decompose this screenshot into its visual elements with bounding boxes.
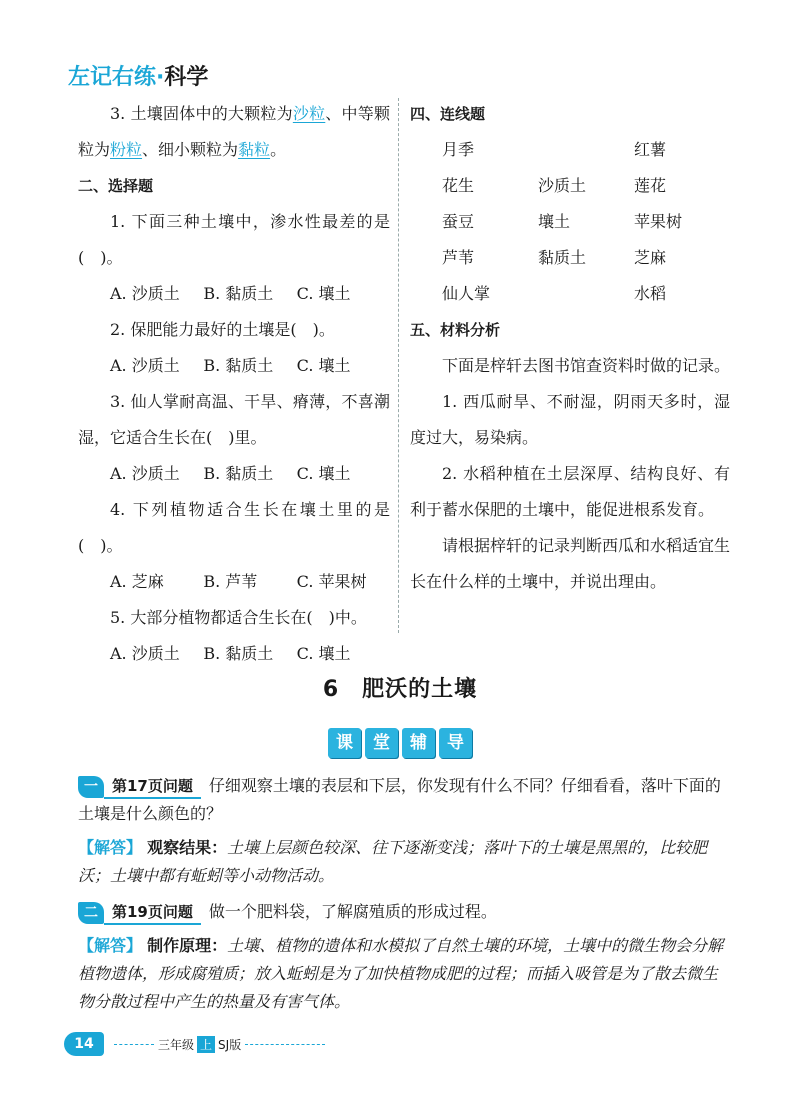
- material-item-1: 1. 西瓜耐旱、不耐湿，阴雨天多时，湿度过大，易染病。: [410, 392, 730, 447]
- question-1-header: [78, 775, 201, 799]
- answer-tag: 【解答】: [78, 838, 143, 857]
- match-item[interactable]: 莲花: [634, 176, 667, 195]
- option: C. 壤土: [296, 644, 351, 663]
- option: A. 沙质土: [110, 644, 180, 663]
- question-page-label: 第17页问题: [104, 775, 201, 799]
- choice-5-options: [78, 636, 390, 672]
- column-divider: [398, 98, 399, 633]
- book-brand: [68, 60, 208, 91]
- option: A. 沙质土: [110, 284, 180, 303]
- match-item[interactable]: [538, 132, 634, 168]
- match-item[interactable]: 月季: [442, 140, 475, 159]
- guide-question-1: [78, 772, 728, 890]
- matching-grid: [442, 132, 730, 312]
- question-badge: 二: [78, 902, 104, 924]
- answer-key: 制作原理：: [147, 936, 228, 955]
- question-2-text: [78, 898, 728, 926]
- footer-dash: [245, 1044, 325, 1045]
- match-item[interactable]: 苹果树: [634, 212, 683, 231]
- match-item[interactable]: 沙质土: [538, 176, 587, 195]
- question-1-text: [78, 772, 728, 828]
- option: B. 黏质土: [203, 644, 274, 663]
- match-item[interactable]: [538, 276, 634, 312]
- choice-1-options: [78, 276, 390, 312]
- option: C. 壤土: [296, 464, 351, 483]
- option: C. 壤土: [296, 284, 351, 303]
- match-item[interactable]: 黏质土: [538, 248, 587, 267]
- lesson-title: 6 肥沃的土壤: [322, 677, 478, 702]
- banner-char: 堂: [365, 728, 398, 758]
- material-item-2: 2. 水稻种植在土层深厚、结构良好、有利于蓄水保肥的土壤中，能促进根系发育。: [410, 464, 730, 519]
- q3-text-1: 3. 土壤固体中的大颗粒为: [110, 104, 293, 123]
- choice-3-options: [78, 456, 390, 492]
- answer-1-body: 土壤上层颜色较深、往下逐渐变浅；落叶下的土壤是黑黑的，比较肥沃；土壤中都有蚯蚓等小动物活动。: [78, 838, 708, 885]
- match-item[interactable]: 芦苇: [442, 248, 475, 267]
- guide-question-2: [78, 898, 728, 1016]
- footer-dash: [114, 1044, 154, 1045]
- answer-2-body: 土壤、植物的遗体和水模拟了自然土壤的环境，土壤中的微生物会分解植物遗体，形成腐殖质；放入蚯蚓是为了加快植物成肥的过程；而插入吸管是为了散去微生物分散过程中产生的热量及有害气体。: [78, 936, 724, 1011]
- question-page-label: 第19页问题: [104, 901, 201, 925]
- match-item[interactable]: 蚕豆: [442, 212, 475, 231]
- choice-question-5: 5. 大部分植物都适合生长在( )中。: [110, 608, 367, 627]
- fill-question-3: [78, 96, 390, 168]
- page-footer: [64, 1032, 329, 1056]
- question-badge: 一: [78, 776, 104, 798]
- question-2-header: [78, 901, 201, 925]
- footer-term: 上: [197, 1036, 215, 1053]
- answer-1: [78, 834, 728, 890]
- footer-grade: 三年级: [158, 1037, 195, 1052]
- brand-separator: ·: [156, 65, 165, 90]
- question-1-body: 仔细观察土壤的表层和下层，你发现有什么不同？仔细看看，落叶下面的土壤是什么颜色的？: [78, 776, 721, 823]
- q3-text-3: 、细小颗粒为: [142, 140, 239, 159]
- match-item[interactable]: 水稻: [634, 284, 667, 303]
- option: A. 沙质土: [110, 356, 180, 375]
- choice-question-3: 3. 仙人掌耐高温、干旱、瘠薄，不喜潮湿，它适合生长在( )里。: [78, 392, 390, 447]
- option: B. 黏质土: [203, 284, 274, 303]
- answer-tag: 【解答】: [78, 936, 143, 955]
- banner-char: 课: [328, 728, 361, 758]
- match-item[interactable]: 仙人掌: [442, 284, 491, 303]
- q3-answer-3: 黏粒: [238, 140, 271, 159]
- q3-text-4: 。: [270, 140, 287, 159]
- section-5-heading: 五、材料分析: [410, 321, 501, 339]
- choice-2-options: [78, 348, 390, 384]
- match-item[interactable]: 花生: [442, 176, 475, 195]
- right-column: [410, 96, 730, 600]
- choice-4-options: [78, 564, 390, 600]
- material-question: 请根据梓轩的记录判断西瓜和水稻适宜生长在什么样的土壤中，并说出理由。: [410, 536, 731, 591]
- material-intro: 下面是梓轩去图书馆查资料时做的记录。: [442, 356, 731, 375]
- q3-answer-2: 粉粒: [110, 140, 143, 159]
- option: B. 黏质土: [203, 464, 274, 483]
- choice-question-4: 4. 下列植物适合生长在壤土里的是( )。: [78, 500, 390, 555]
- left-column: [78, 96, 390, 672]
- match-item[interactable]: 芝麻: [634, 248, 667, 267]
- option: B. 芦苇: [203, 572, 258, 591]
- section-2-heading: 二、选择题: [78, 177, 154, 195]
- option: A. 芝麻: [110, 572, 164, 591]
- match-item[interactable]: 红薯: [634, 140, 667, 159]
- option: B. 黏质土: [203, 356, 274, 375]
- q3-answer-1: 沙粒: [292, 104, 326, 123]
- footer-edition: SJ版: [218, 1037, 242, 1052]
- brand-name: 左记右练: [68, 65, 157, 90]
- choice-question-1: 1. 下面三种土壤中，渗水性最差的是( )。: [78, 212, 390, 267]
- page-number: 14: [64, 1032, 104, 1056]
- class-guide-banner: [328, 728, 472, 758]
- answer-key: 观察结果：: [147, 838, 228, 857]
- answer-2: [78, 932, 728, 1016]
- match-item[interactable]: 壤土: [538, 212, 571, 231]
- banner-char: 导: [439, 728, 472, 758]
- banner-char: 辅: [402, 728, 435, 758]
- option: C. 苹果树: [296, 572, 367, 591]
- brand-subject: 科学: [164, 65, 209, 90]
- option: A. 沙质土: [110, 464, 180, 483]
- option: C. 壤土: [296, 356, 351, 375]
- choice-question-2: 2. 保肥能力最好的土壤是( )。: [110, 320, 335, 339]
- question-2-body: 做一个肥料袋，了解腐殖质的形成过程。: [208, 902, 497, 921]
- q3-text-2: 、中等颗粒为: [78, 104, 390, 159]
- section-4-heading: 四、连线题: [410, 105, 486, 123]
